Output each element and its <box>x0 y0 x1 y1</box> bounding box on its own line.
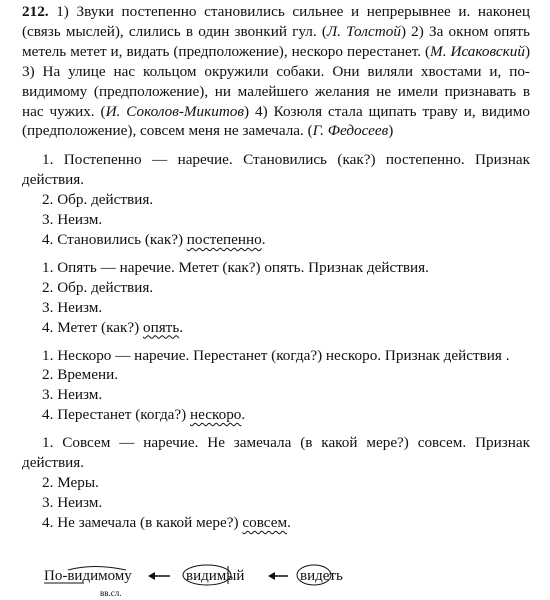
analysis-line-3: 3. Неизм. <box>42 298 103 316</box>
analysis-section <box>22 150 530 532</box>
line-end: . <box>287 513 291 531</box>
underlined-adverb: нескоро <box>190 406 242 424</box>
derivation-note: вв.сл. <box>100 588 122 598</box>
analysis-line-4 <box>22 513 530 533</box>
analysis-line-2: 2. Обр. действия. <box>42 191 154 209</box>
page <box>22 2 530 533</box>
derivation-word-2: видимый <box>186 568 245 584</box>
line-text: 4. Метет (как?) <box>42 318 143 336</box>
line-end: . <box>179 318 184 336</box>
analysis-head: 1. Совсем — наречие. Не замечала (в какой мере?) совсем. Признак действия. <box>22 434 530 472</box>
line-text: 4. Не замечала (в какой мере?) <box>42 513 243 531</box>
analysis-line-4 <box>22 318 530 338</box>
exercise-paragraph <box>22 2 530 141</box>
analysis-head: 1. Постепенно — наречие. Становились (как?) постепенно. Признак действия. <box>22 151 530 189</box>
analysis-block-1 <box>22 150 530 250</box>
underlined-adverb: опять <box>142 318 180 336</box>
sentence-text: ) 4) Козюля стала щипать траву и, видимо (предположение), совсем меня не замечала. ( <box>22 102 531 140</box>
analysis-block-2 <box>22 258 530 338</box>
analysis-line-2: 2. Обр. действия. <box>42 278 154 296</box>
line-end: . <box>261 230 266 248</box>
analysis-line-3: 3. Неизм. <box>42 493 103 511</box>
analysis-block-3 <box>22 346 530 426</box>
sentence-text: ) 3) На улице нас кольцом окружили собаки. Они виляли хвостами и, по-видимому (предположение), ни малейшего желания не имели признавать в нас чужих. ( <box>22 42 530 120</box>
derivation-diagram <box>44 566 444 600</box>
author-name: Г. Федосеев <box>312 122 389 140</box>
analysis-line-3: 3. Неизм. <box>42 386 103 404</box>
analysis-head: 1. Нескоро — наречие. Перестанет (когда?) нескоро. Признак действия . <box>42 346 510 364</box>
derivation-svg <box>44 566 444 600</box>
line-end: . <box>241 406 246 424</box>
line-text: 4. Перестанет (когда?) <box>42 406 191 424</box>
analysis-line-4 <box>22 405 530 425</box>
analysis-line-2: 2. Меры. <box>42 473 99 491</box>
analysis-line-3: 3. Неизм. <box>42 211 103 229</box>
analysis-line-2: 2. Времени. <box>42 366 119 384</box>
analysis-line-4 <box>22 230 530 250</box>
underlined-adverb: совсем <box>242 513 288 531</box>
exercise-text <box>22 2 530 141</box>
derivation-word-1: По-видимому <box>44 568 132 584</box>
author-name: Л. Толстой <box>326 22 401 40</box>
author-name: И. Соколов-Микитов <box>105 102 244 120</box>
analysis-head: 1. Опять — наречие. Метет (как?) опять. Признак действия. <box>42 258 429 276</box>
sentence-text: 1) Звуки постепенно становились сильнее и непрерывнее и. наконец (связь мыслей), слились в один звонкий гул. ( <box>22 3 530 40</box>
sentence-text: ) 2) За окном опять метель метет и, видать (предположение), нескоро перестанет. ( <box>22 22 530 60</box>
analysis-block-4 <box>22 433 530 533</box>
arrow-head-2 <box>268 572 275 580</box>
underlined-adverb: постепенно <box>186 230 262 248</box>
sentence-text: ) <box>388 122 394 140</box>
arrow-head-1 <box>148 572 155 580</box>
line-text: 4. Становились (как?) <box>42 230 187 248</box>
exercise-number: 212. <box>22 3 49 20</box>
derivation-word-3: видеть <box>300 568 343 584</box>
author-name: М. Исаковский <box>430 42 525 60</box>
